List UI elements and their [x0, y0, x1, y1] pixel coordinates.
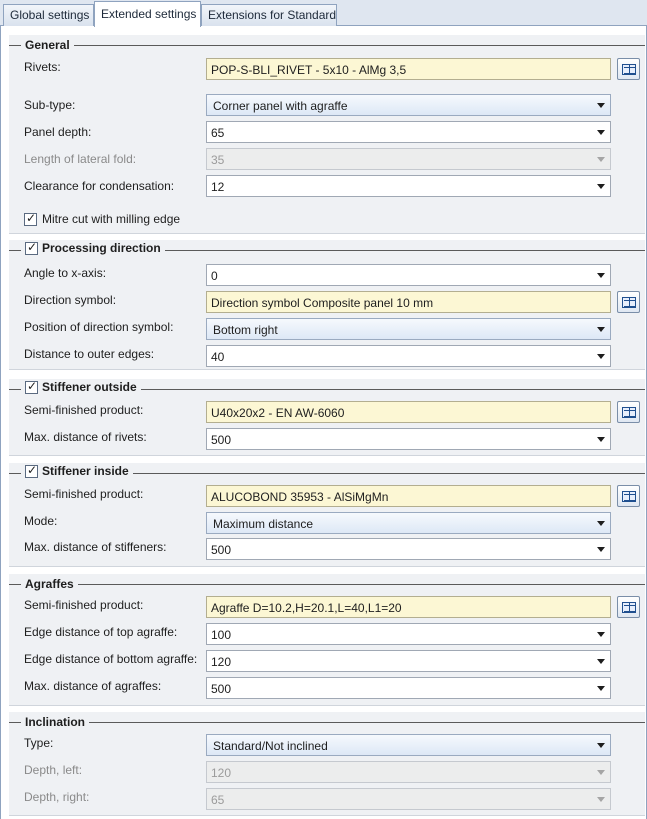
- depth-right-combo: [206, 788, 611, 810]
- subtype-value: Corner panel with agraffe: [213, 99, 348, 113]
- processing-title: Processing direction: [42, 241, 161, 255]
- symbol-position-value: Bottom right: [213, 323, 278, 337]
- catalog-icon: [622, 64, 636, 75]
- rivets-field[interactable]: POP-S-BLI_RIVET - 5x10 - AlMg 3,5: [206, 58, 611, 80]
- depth-right-value: 65: [211, 793, 225, 807]
- max-agraffes-combo[interactable]: [206, 677, 611, 699]
- general-group: [9, 35, 645, 234]
- chevron-down-icon: [597, 547, 605, 552]
- inside-mode-value: Maximum distance: [213, 517, 314, 531]
- tab-extensions-for-standard[interactable]: Extensions for Standard: [201, 4, 337, 26]
- rivets-label: Rivets:: [24, 60, 61, 74]
- chevron-down-icon: [597, 437, 605, 442]
- outside-rivets-combo[interactable]: [206, 428, 611, 450]
- outside-rivets-label: Max. distance of rivets:: [24, 430, 147, 444]
- depth-left-value: 120: [211, 766, 232, 780]
- panel-depth-label: Panel depth:: [24, 125, 92, 139]
- chevron-down-icon: [597, 743, 605, 748]
- agraffes-header: [9, 574, 645, 594]
- angle-combo[interactable]: [206, 264, 611, 286]
- depth-left-label: Depth, left:: [24, 763, 83, 777]
- bottom-agraffe-label: Edge distance of bottom agraffe:: [24, 652, 198, 666]
- catalog-icon: [622, 491, 636, 502]
- catalog-icon: [622, 297, 636, 308]
- chevron-down-icon: [597, 184, 605, 189]
- chevron-down-icon: [597, 659, 605, 664]
- tab-bar: [0, 0, 647, 26]
- angle-label: Angle to x-axis:: [24, 266, 107, 280]
- chevron-down-icon: [597, 157, 605, 162]
- chevron-down-icon: [597, 770, 605, 775]
- general-title: General: [21, 38, 74, 52]
- top-agraffe-value: 100: [211, 628, 232, 642]
- depth-right-label: Depth, right:: [24, 790, 90, 804]
- catalog-icon: [622, 407, 636, 418]
- inside-stiffeners-value: 500: [211, 543, 232, 557]
- chevron-down-icon: [597, 632, 605, 637]
- rivets-catalog-button[interactable]: [617, 58, 640, 80]
- lateral-fold-label: Length of lateral fold:: [24, 152, 137, 166]
- tab-global-settings[interactable]: Global settings: [3, 4, 94, 26]
- panel-depth-combo[interactable]: [206, 121, 611, 143]
- inclination-type-dropdown[interactable]: [206, 734, 611, 756]
- inside-mode-dropdown[interactable]: [206, 512, 611, 534]
- symbol-position-label: Position of direction symbol:: [24, 320, 174, 334]
- clearance-combo[interactable]: [206, 175, 611, 197]
- depth-left-combo: [206, 761, 611, 783]
- agraffes-group: [9, 574, 645, 706]
- chevron-down-icon: [597, 327, 605, 332]
- direction-symbol-label: Direction symbol:: [24, 293, 117, 307]
- stiffener-inside-title: Stiffener inside: [42, 464, 129, 478]
- inside-stiffeners-combo[interactable]: [206, 538, 611, 560]
- chevron-down-icon: [597, 521, 605, 526]
- outside-product-field[interactable]: U40x20x2 - EN AW-6060: [206, 401, 611, 423]
- processing-checkbox[interactable]: [25, 242, 38, 255]
- agraffe-product-catalog-button[interactable]: [617, 596, 640, 618]
- mitre-checkbox[interactable]: [24, 213, 37, 226]
- stiffener-inside-group: [9, 463, 645, 567]
- outer-edges-label: Distance to outer edges:: [24, 347, 155, 361]
- clearance-label: Clearance for condensation:: [24, 179, 175, 193]
- stiffener-outside-title: Stiffener outside: [42, 380, 137, 394]
- outside-product-label: Semi-finished product:: [24, 403, 144, 417]
- catalog-icon: [622, 602, 636, 613]
- chevron-down-icon: [597, 354, 605, 359]
- tab-extended-settings[interactable]: Extended settings: [94, 1, 201, 27]
- mitre-label: Mitre cut with milling edge: [42, 212, 181, 226]
- inclination-type-label: Type:: [24, 736, 54, 750]
- chevron-down-icon: [597, 130, 605, 135]
- inside-product-field[interactable]: ALUCOBOND 35953 - AlSiMgMn: [206, 485, 611, 507]
- inside-stiffeners-label: Max. distance of stiffeners:: [24, 540, 167, 554]
- agraffe-product-label: Semi-finished product:: [24, 598, 144, 612]
- bottom-agraffe-value: 120: [211, 655, 232, 669]
- stiffener-outside-header: [9, 379, 645, 399]
- chevron-down-icon: [597, 103, 605, 108]
- subtype-dropdown[interactable]: [206, 94, 611, 116]
- top-agraffe-label: Edge distance of top agraffe:: [24, 625, 178, 639]
- clearance-value: 12: [211, 180, 225, 194]
- agraffes-title: Agraffes: [21, 577, 78, 591]
- lateral-fold-value: 35: [211, 153, 225, 167]
- stiffener-inside-header: [9, 463, 645, 483]
- agraffe-product-field[interactable]: Agraffe D=10.2,H=20.1,L=40,L1=20: [206, 596, 611, 618]
- processing-header: [9, 240, 645, 260]
- bottom-agraffe-combo[interactable]: [206, 650, 611, 672]
- stiffener-inside-checkbox[interactable]: [25, 465, 38, 478]
- inside-mode-label: Mode:: [24, 514, 58, 528]
- inside-product-label: Semi-finished product:: [24, 487, 144, 501]
- panel-depth-value: 65: [211, 126, 225, 140]
- direction-symbol-catalog-button[interactable]: [617, 291, 640, 313]
- stiffener-outside-checkbox[interactable]: [25, 381, 38, 394]
- processing-group: [9, 240, 645, 370]
- outer-edges-value: 40: [211, 350, 225, 364]
- direction-symbol-field[interactable]: Direction symbol Composite panel 10 mm: [206, 291, 611, 313]
- inclination-type-value: Standard/Not inclined: [213, 739, 328, 753]
- mitre-checkbox-row[interactable]: [24, 212, 180, 226]
- chevron-down-icon: [597, 797, 605, 802]
- outside-rivets-value: 500: [211, 433, 232, 447]
- chevron-down-icon: [597, 273, 605, 278]
- max-agraffes-value: 500: [211, 682, 232, 696]
- outer-edges-combo[interactable]: [206, 345, 611, 367]
- top-agraffe-combo[interactable]: [206, 623, 611, 645]
- inside-product-catalog-button[interactable]: [617, 485, 640, 507]
- settings-panel: [0, 26, 647, 819]
- stiffener-outside-group: [9, 379, 645, 456]
- subtype-label: Sub-type:: [24, 98, 76, 112]
- lateral-fold-combo: [206, 148, 611, 170]
- inclination-title: Inclination: [21, 715, 89, 729]
- chevron-down-icon: [597, 686, 605, 691]
- symbol-position-dropdown[interactable]: [206, 318, 611, 340]
- outside-product-catalog-button[interactable]: [617, 401, 640, 423]
- inclination-header: [9, 712, 645, 732]
- inclination-group: [9, 712, 645, 816]
- general-header: [9, 35, 645, 55]
- angle-value: 0: [211, 269, 218, 283]
- max-agraffes-label: Max. distance of agraffes:: [24, 679, 162, 693]
